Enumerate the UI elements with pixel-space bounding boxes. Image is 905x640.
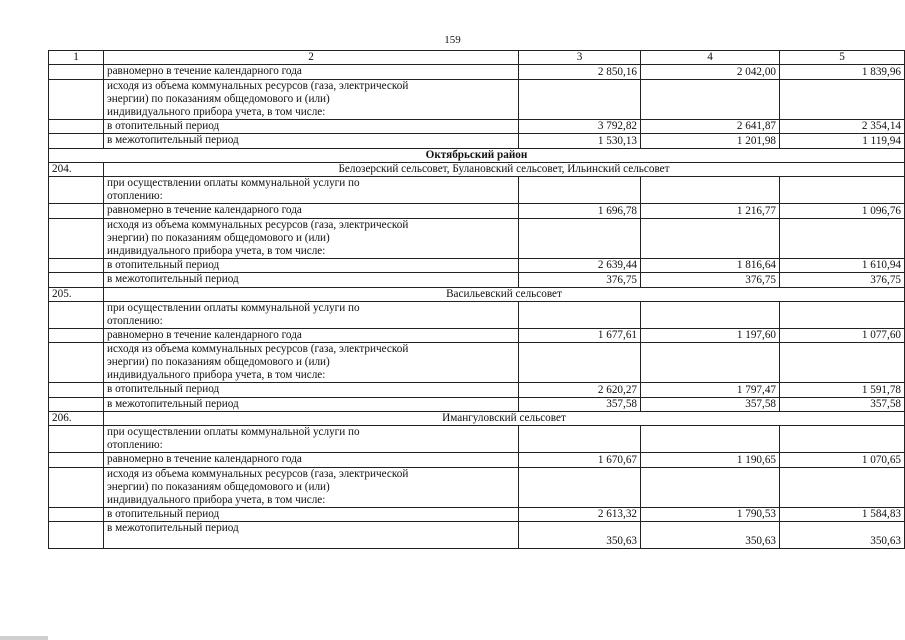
table-row: [49, 383, 905, 397]
scan-edge-mark: [0, 636, 48, 640]
value-col3: [519, 218, 641, 258]
description-line: отоплению:: [107, 439, 163, 452]
district-row: [49, 148, 905, 162]
table-row: [49, 134, 905, 148]
row-label: в межотопительный период: [104, 134, 519, 148]
value-col3: 350,63: [519, 522, 641, 549]
value-col5: [780, 177, 905, 204]
value-col5: [780, 426, 905, 453]
row-label: в отопительный период: [104, 383, 519, 397]
value-col3: [519, 467, 641, 507]
value-col4: 1 816,64: [641, 258, 780, 272]
value-col5: [780, 301, 905, 328]
row-label: в межотопительный период: [104, 397, 519, 411]
index-cell: [49, 258, 104, 272]
value-col5: [780, 79, 905, 119]
value-col5: 1 119,94: [780, 134, 905, 148]
description-line: индивидуального прибора учета, в том числе:: [107, 369, 326, 382]
row-label: в межотопительный период: [104, 273, 519, 287]
value-col3: [519, 177, 641, 204]
value-col5: [780, 218, 905, 258]
value-col4: [641, 301, 780, 328]
index-cell: [49, 383, 104, 397]
row-description: [104, 177, 519, 204]
index-cell: [49, 397, 104, 411]
header-cell-1: 1: [49, 51, 104, 65]
row-description: [104, 218, 519, 258]
value-col5: 357,58: [780, 397, 905, 411]
section-row: [49, 287, 905, 301]
value-col5: 1 610,94: [780, 258, 905, 272]
page-number: 159: [444, 34, 461, 46]
value-col3: 2 639,44: [519, 258, 641, 272]
description-line: энергии) по показаниям общедомового и (или): [107, 231, 330, 244]
value-col3: 357,58: [519, 397, 641, 411]
value-col4: [641, 79, 780, 119]
description-line: исходя из объема коммунальных ресурсов (газа, электрической: [107, 343, 409, 356]
index-cell: [49, 273, 104, 287]
description-line: исходя из объема коммунальных ресурсов (газа, электрической: [107, 79, 409, 92]
row-label: в межотопительный период: [104, 522, 519, 549]
row-description: [104, 79, 519, 119]
district-title: Октябрьский район: [49, 148, 905, 162]
section-title: Имангуловский сельсовет: [104, 412, 905, 426]
description-line: отоплению:: [107, 314, 163, 327]
index-cell: [49, 218, 104, 258]
row-label: в отопительный период: [104, 119, 519, 133]
row-description: [104, 467, 519, 507]
description-line: при осуществлении оплаты коммунальной услуги по: [107, 426, 360, 439]
row-description: [104, 301, 519, 328]
value-col5: 1 096,76: [780, 204, 905, 218]
index-cell: [49, 65, 104, 79]
value-col4: 1 201,98: [641, 134, 780, 148]
row-label: равномерно в течение календарного года: [104, 204, 519, 218]
table-row-description: [49, 301, 905, 328]
table-row-description: [49, 177, 905, 204]
description-line: энергии) по показаниям общедомового и (или): [107, 480, 330, 493]
index-cell: [49, 426, 104, 453]
table-row-description: [49, 426, 905, 453]
header-cell-5: 5: [780, 51, 905, 65]
index-cell: [49, 301, 104, 328]
value-col5: [780, 467, 905, 507]
table-row: [49, 65, 905, 79]
value-col4: 1 190,65: [641, 453, 780, 467]
value-col3: 376,75: [519, 273, 641, 287]
value-col4: [641, 467, 780, 507]
index-cell: [49, 453, 104, 467]
row-label: равномерно в течение календарного года: [104, 328, 519, 342]
index-cell: [49, 522, 104, 549]
index-cell: [49, 343, 104, 383]
value-col4: 1 216,77: [641, 204, 780, 218]
value-col3: 3 792,82: [519, 119, 641, 133]
table-body: [49, 51, 905, 549]
tariff-table: [48, 50, 905, 549]
table-row: [49, 397, 905, 411]
header-cell-3: 3: [519, 51, 641, 65]
table-row-description: [49, 343, 905, 383]
table-row: [49, 522, 905, 549]
value-col5: 2 354,14: [780, 119, 905, 133]
table-row: [49, 453, 905, 467]
value-col5: 1 070,65: [780, 453, 905, 467]
table-row: [49, 328, 905, 342]
index-cell: [49, 119, 104, 133]
value-col3: 1 696,78: [519, 204, 641, 218]
value-col4: 1 790,53: [641, 507, 780, 521]
value-col3: [519, 301, 641, 328]
header-row: [49, 51, 905, 65]
section-index: 206.: [49, 412, 104, 426]
row-label: равномерно в течение календарного года: [104, 453, 519, 467]
section-title: Васильевский сельсовет: [104, 287, 905, 301]
description-line: энергии) по показаниям общедомового и (или): [107, 92, 330, 105]
value-col4: 350,63: [641, 522, 780, 549]
value-col4: 357,58: [641, 397, 780, 411]
index-cell: [49, 507, 104, 521]
value-col5: 1 839,96: [780, 65, 905, 79]
section-index: 205.: [49, 287, 104, 301]
value-col5: [780, 343, 905, 383]
value-col5: 1 584,83: [780, 507, 905, 521]
value-col5: 1 077,60: [780, 328, 905, 342]
value-col3: [519, 343, 641, 383]
value-col3: 1 670,67: [519, 453, 641, 467]
value-col3: [519, 79, 641, 119]
index-cell: [49, 204, 104, 218]
value-col5: 376,75: [780, 273, 905, 287]
header-cell-4: 4: [641, 51, 780, 65]
value-col4: 2 042,00: [641, 65, 780, 79]
section-title: Белозерский сельсовет, Булановский сельсовет, Ильинский сельсовет: [104, 162, 905, 176]
value-col5: 1 591,78: [780, 383, 905, 397]
value-col3: 1 530,13: [519, 134, 641, 148]
description-line: отоплению:: [107, 190, 163, 203]
value-col4: 376,75: [641, 273, 780, 287]
index-cell: [49, 134, 104, 148]
value-col4: 2 641,87: [641, 119, 780, 133]
description-line: индивидуального прибора учета, в том числе:: [107, 105, 326, 118]
value-col4: 1 197,60: [641, 328, 780, 342]
value-col5: 350,63: [780, 522, 905, 549]
row-description: [104, 426, 519, 453]
section-row: [49, 162, 905, 176]
description-line: индивидуального прибора учета, в том числе:: [107, 244, 326, 257]
row-label: в отопительный период: [104, 258, 519, 272]
table-row: [49, 258, 905, 272]
row-label: равномерно в течение календарного года: [104, 65, 519, 79]
value-col3: 2 620,27: [519, 383, 641, 397]
row-label: в отопительный период: [104, 507, 519, 521]
value-col4: [641, 343, 780, 383]
table-row: [49, 204, 905, 218]
value-col4: [641, 177, 780, 204]
description-line: исходя из объема коммунальных ресурсов (газа, электрической: [107, 467, 409, 480]
value-col3: 2 850,16: [519, 65, 641, 79]
table-row: [49, 273, 905, 287]
section-index: 204.: [49, 162, 104, 176]
header-cell-2: 2: [104, 51, 519, 65]
table-row: [49, 119, 905, 133]
description-line: при осуществлении оплаты коммунальной услуги по: [107, 177, 360, 190]
table-row-description: [49, 79, 905, 119]
value-col4: [641, 218, 780, 258]
description-line: исходя из объема коммунальных ресурсов (газа, электрической: [107, 218, 409, 231]
value-col4: 1 797,47: [641, 383, 780, 397]
row-description: [104, 343, 519, 383]
value-col3: 2 613,32: [519, 507, 641, 521]
description-line: при осуществлении оплаты коммунальной услуги по: [107, 301, 360, 314]
index-cell: [49, 328, 104, 342]
table-row: [49, 507, 905, 521]
value-col3: [519, 426, 641, 453]
table-row-description: [49, 467, 905, 507]
value-col4: [641, 426, 780, 453]
table-row-description: [49, 218, 905, 258]
index-cell: [49, 79, 104, 119]
index-cell: [49, 467, 104, 507]
index-cell: [49, 177, 104, 204]
value-col3: 1 677,61: [519, 328, 641, 342]
description-line: индивидуального прибора учета, в том числе:: [107, 493, 326, 506]
description-line: энергии) по показаниям общедомового и (или): [107, 356, 330, 369]
section-row: [49, 412, 905, 426]
